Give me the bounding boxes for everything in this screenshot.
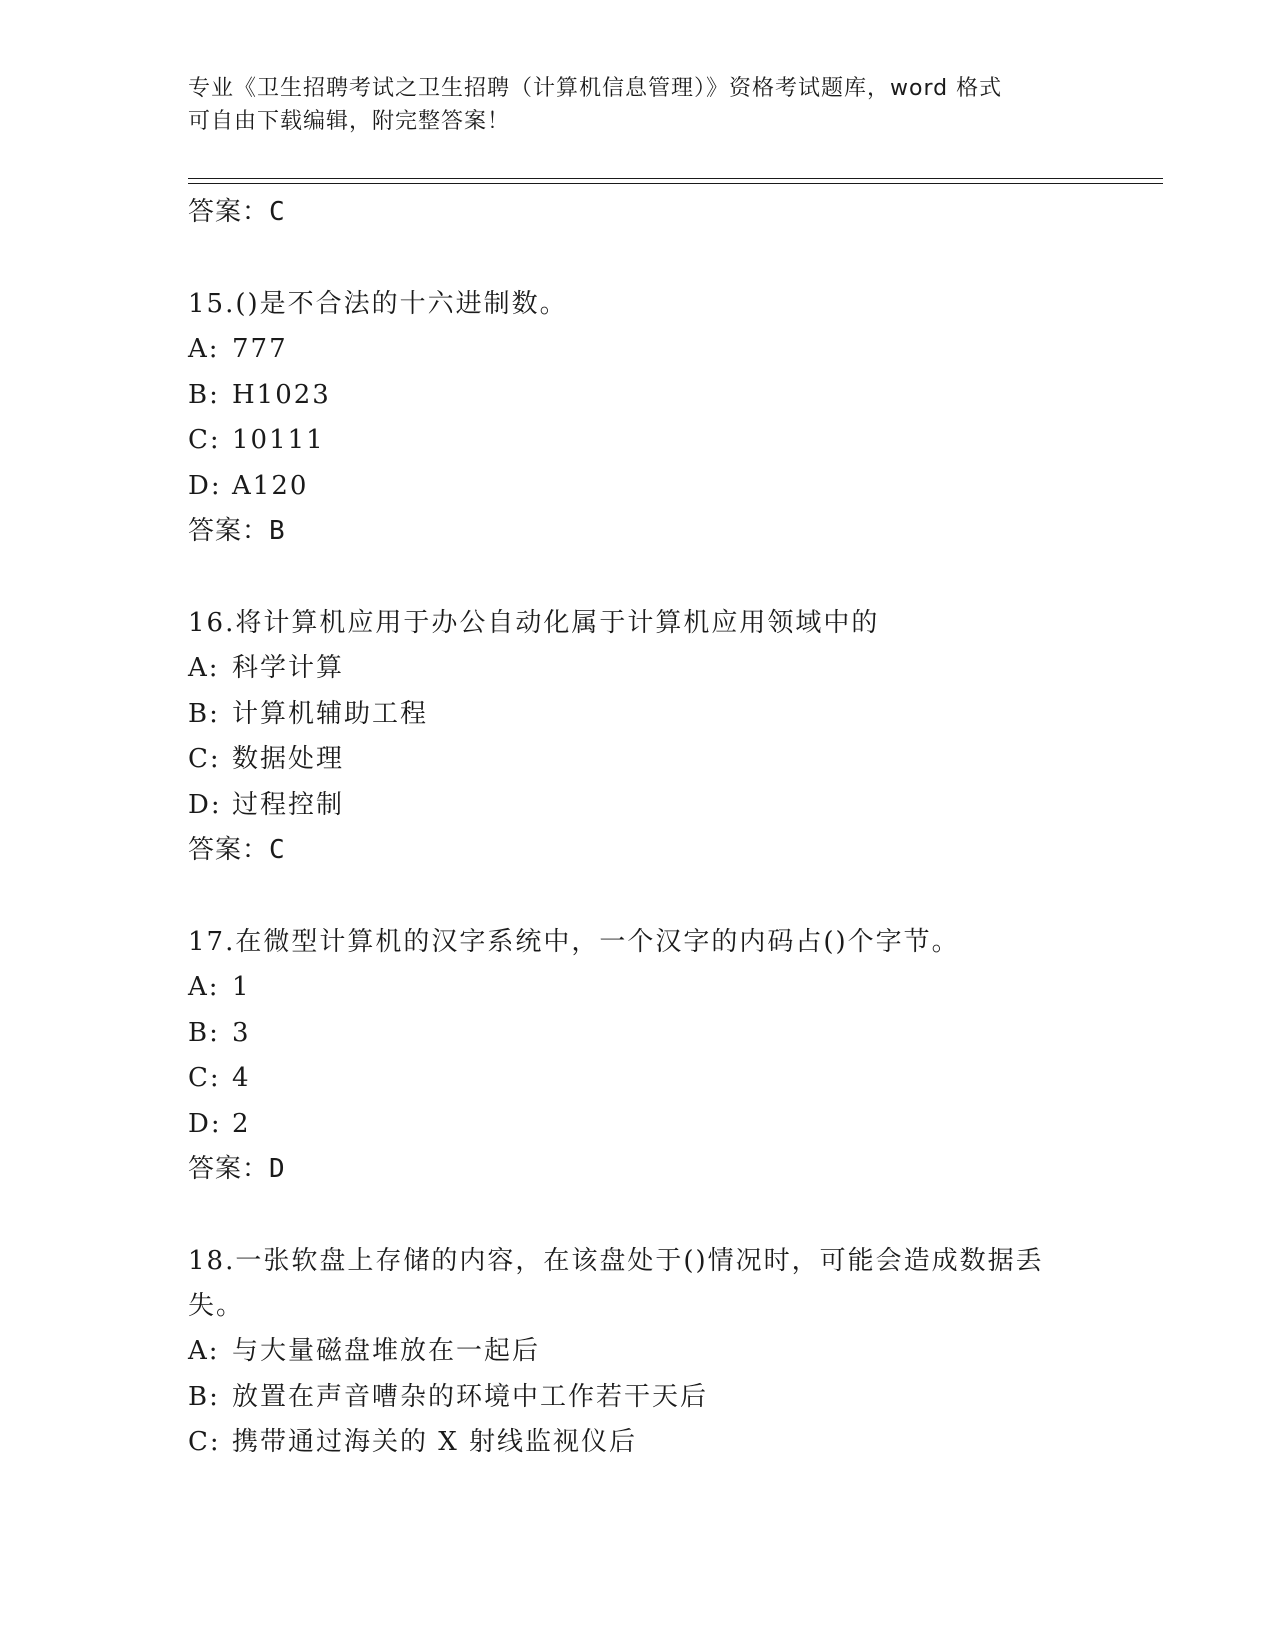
- option-a: [188, 327, 1088, 373]
- option-key: C:: [188, 1063, 221, 1093]
- option-d: [188, 464, 1088, 510]
- option-d: [188, 783, 1088, 829]
- option-key: D:: [188, 1108, 222, 1139]
- option-text: 10111: [232, 425, 325, 455]
- option-key: B:: [188, 379, 220, 410]
- option-text: 过程控制: [232, 789, 345, 820]
- question-answer: [188, 509, 1088, 553]
- question-stem: 16.将计算机应用于办公自动化属于计算机应用领域中的: [188, 608, 880, 638]
- option-key: D:: [188, 789, 222, 820]
- option-text: 数据处理: [232, 744, 345, 774]
- answer-value: B: [269, 516, 286, 546]
- answer-value: C: [269, 835, 286, 865]
- option-c: [188, 418, 1088, 464]
- option-c: [188, 1420, 1088, 1466]
- previous-answer: [188, 190, 1088, 234]
- header-rule-top: [188, 178, 1163, 179]
- header-line-1: 专业《卫生招聘考试之卫生招聘（计算机信息管理）》资格考试题库，word 格式: [188, 76, 1003, 101]
- header-line-2: 可自由下载编辑，附完整答案！: [188, 109, 511, 134]
- question-stem: 18.一张软盘上存储的内容，在该盘处于()情况时，可能会造成数据丢失。: [188, 1246, 1044, 1321]
- question-stem: 15.()是不合法的十六进制数。: [188, 289, 568, 319]
- question-answer: [188, 828, 1088, 872]
- option-text: 3: [232, 1017, 251, 1048]
- option-text: 科学计算: [232, 653, 345, 683]
- option-key: B:: [188, 1017, 220, 1048]
- question-18: [188, 1239, 1088, 1466]
- option-key: A:: [188, 334, 220, 364]
- question-list: [188, 190, 1088, 1466]
- option-text: 计算机辅助工程: [232, 698, 429, 729]
- option-key: D:: [188, 470, 222, 501]
- option-text: 1: [232, 972, 251, 1002]
- option-key: A:: [188, 653, 220, 683]
- option-key: C:: [188, 1427, 221, 1457]
- option-key: A:: [188, 972, 220, 1002]
- answer-label: 答案：: [188, 835, 270, 865]
- question-16: [188, 601, 1088, 872]
- answer-label: 答案：: [188, 1154, 270, 1184]
- option-text: 4: [232, 1063, 251, 1093]
- question-stem: 17.在微型计算机的汉字系统中，一个汉字的内码占()个字节。: [188, 927, 960, 957]
- option-text: A120: [232, 470, 309, 501]
- option-b: [188, 1011, 1088, 1057]
- option-b: [188, 1375, 1088, 1421]
- option-a: [188, 1329, 1088, 1375]
- option-key: C:: [188, 744, 221, 774]
- option-c: [188, 737, 1088, 783]
- header-rule-bottom: [188, 183, 1163, 184]
- option-key: B:: [188, 698, 220, 729]
- option-b: [188, 373, 1088, 419]
- answer-value: C: [269, 197, 286, 227]
- option-a: [188, 965, 1088, 1011]
- question-17: [188, 920, 1088, 1191]
- option-key: C:: [188, 425, 221, 455]
- option-text: 放置在声音嘈杂的环境中工作若干天后: [232, 1381, 709, 1412]
- option-c: [188, 1056, 1088, 1102]
- answer-label: 答案：: [188, 197, 270, 227]
- option-a: [188, 646, 1088, 692]
- question-answer: [188, 1147, 1088, 1191]
- answer-label: 答案：: [188, 516, 270, 546]
- option-text: 携带通过海关的 X 射线监视仪后: [232, 1427, 638, 1457]
- option-text: H1023: [232, 379, 331, 410]
- document-header: [188, 72, 1068, 138]
- option-d: [188, 1102, 1088, 1148]
- option-b: [188, 692, 1088, 738]
- option-text: 2: [232, 1108, 251, 1139]
- answer-value: D: [269, 1154, 286, 1184]
- option-key: B:: [188, 1381, 220, 1412]
- question-15: [188, 282, 1088, 553]
- option-text: 777: [232, 334, 288, 364]
- option-text: 与大量磁盘堆放在一起后: [232, 1336, 541, 1366]
- option-key: A:: [188, 1336, 220, 1366]
